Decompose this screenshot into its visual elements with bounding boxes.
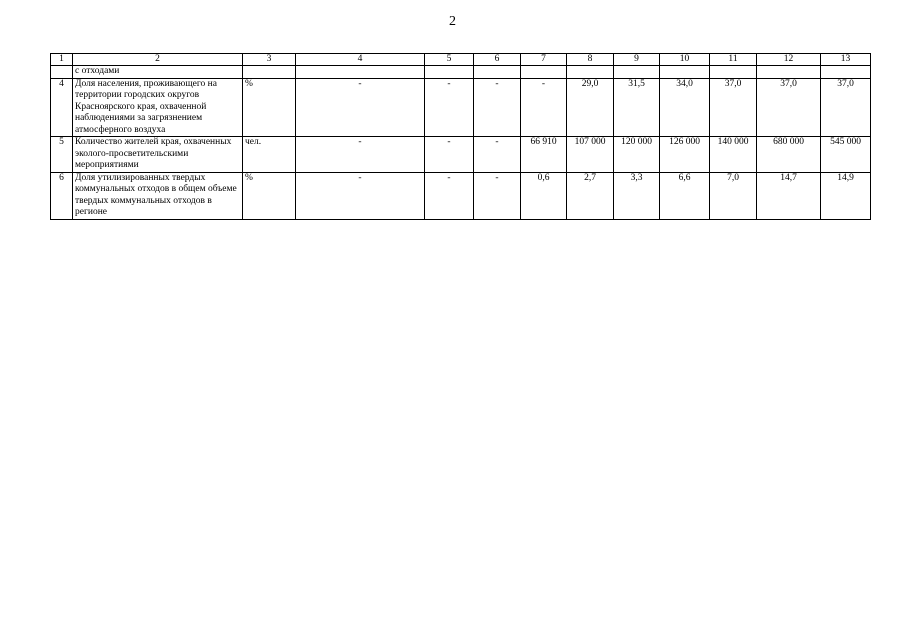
value-cell: 37,0 [757,78,821,137]
table-cell [474,66,521,79]
value-cell: - [474,137,521,173]
header-cell: 1 [51,54,73,66]
table-cell [521,66,567,79]
value-cell: 37,0 [821,78,871,137]
value-cell: - [425,137,474,173]
header-cell: 8 [567,54,614,66]
value-cell: 140 000 [710,137,757,173]
value-cell: 2,7 [567,172,614,219]
unit-cell: % [243,78,296,137]
header-cell: 5 [425,54,474,66]
header-cell: 9 [614,54,660,66]
value-cell: 6,6 [660,172,710,219]
header-cell: 11 [710,54,757,66]
value-cell: 0,6 [521,172,567,219]
table-cell [425,66,474,79]
value-cell: 680 000 [757,137,821,173]
table-row [51,137,871,173]
row-number: 4 [51,78,73,137]
table-cell [51,66,73,79]
value-cell: 66 910 [521,137,567,173]
table-cell [821,66,871,79]
table-cell [243,66,296,79]
table-cell [614,66,660,79]
value-cell: 120 000 [614,137,660,173]
unit-cell: % [243,172,296,219]
value-cell: 34,0 [660,78,710,137]
value-cell: 7,0 [710,172,757,219]
value-cell: 37,0 [710,78,757,137]
value-cell: - [474,172,521,219]
header-cell: 4 [296,54,425,66]
value-cell: 126 000 [660,137,710,173]
header-cell: 6 [474,54,521,66]
table-header [51,54,871,66]
row-number: 5 [51,137,73,173]
table-row [51,172,871,219]
value-cell: 31,5 [614,78,660,137]
table-cell [567,66,614,79]
row-number: 6 [51,172,73,219]
indicator-name: Количество жителей края, охваченных эколого-просветительскими мероприятиями [73,137,243,173]
header-cell: 12 [757,54,821,66]
continuation-text: с отходами [73,66,243,79]
value-cell: - [521,78,567,137]
value-cell: - [296,78,425,137]
continuation-row [51,66,871,79]
header-cell: 3 [243,54,296,66]
table-cell [296,66,425,79]
value-cell: - [474,78,521,137]
value-cell: 107 000 [567,137,614,173]
table-cell [757,66,821,79]
value-cell: - [425,78,474,137]
header-cell: 13 [821,54,871,66]
value-cell: - [425,172,474,219]
indicator-name: Доля населения, проживающего на территории городских округов Красноярского края, охваченной наблюдениями за загрязнением атмосферного воздуха [73,78,243,137]
header-cell: 2 [73,54,243,66]
value-cell: 545 000 [821,137,871,173]
header-row [51,54,871,66]
value-cell: 3,3 [614,172,660,219]
unit-cell: чел. [243,137,296,173]
value-cell: 29,0 [567,78,614,137]
table-cell [710,66,757,79]
indicator-name: Доля утилизированных твердых коммунальных отходов в общем объеме твердых коммунальных отходов в регионе [73,172,243,219]
value-cell: 14,9 [821,172,871,219]
indicators-table [50,53,871,220]
table-cell [660,66,710,79]
header-cell: 7 [521,54,567,66]
value-cell: - [296,137,425,173]
table-row [51,78,871,137]
value-cell: - [296,172,425,219]
page-number: 2 [449,14,456,29]
header-cell: 10 [660,54,710,66]
value-cell: 14,7 [757,172,821,219]
